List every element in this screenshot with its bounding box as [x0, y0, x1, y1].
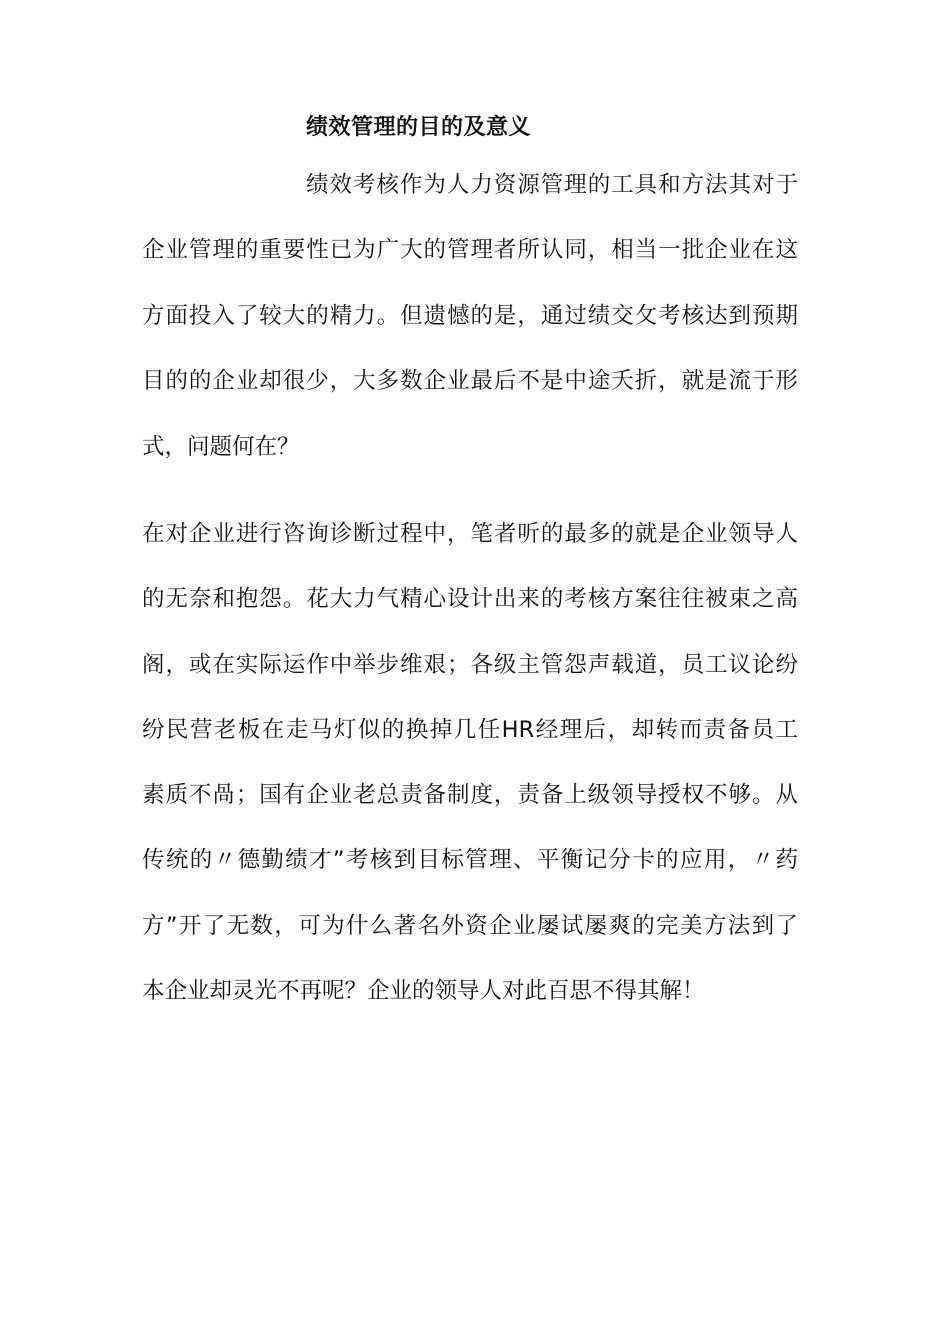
paragraph-2-line-5: 素质不咼；国有企业老总责备制度，责备上级领导授权不够。从 [142, 782, 798, 808]
paragraph-2-line-4: 纷民营老板在走马灯似的换掉几任HR经理后，却转而责备员工 [142, 717, 798, 743]
paragraph-1-line-1: 绩效考核作为人力资源管理的工具和方法其对于 [306, 172, 798, 198]
document-title: 绩效管理的目的及意义 [306, 115, 532, 140]
paragraph-2-line-2: 的无奈和抱怨。花大力气精心设计出来的考核方案往往被束之高 [142, 586, 798, 612]
paragraph-2-line-8: 本企业却灵光不再呢？企业的领导人对此百思不得其解！ [142, 978, 705, 1004]
paragraph-2-line-6: 传统的〃德勤绩才”考核到目标管理、平衡记分卡的应用，〃药 [142, 847, 798, 873]
paragraph-1-line-4: 目的的企业却很少，大多数企业最后不是中途夭折，就是流于形 [142, 368, 798, 394]
paragraph-2-line-1: 在对企业进行咨询诊断过程中，笔者听的最多的就是企业领导人 [142, 521, 798, 547]
paragraph-2-line-7: 方”开了无数，可为什么著名外资企业屡试屡爽的完美方法到了 [142, 913, 798, 939]
paragraph-1-line-3: 方面投入了较大的精力。但遗憾的是，通过绩交攵考核达到预期 [142, 303, 798, 329]
paragraph-1-line-5: 式，问题何在？ [142, 434, 300, 460]
paragraph-2-line-3: 阁，或在实际运作中举步维艰；各级主管怨声载道，员工议论纷 [142, 652, 798, 678]
paragraph-1-line-2: 企业管理的重要性已为广大的管理者所认同，相当一批企业在这 [142, 237, 798, 263]
